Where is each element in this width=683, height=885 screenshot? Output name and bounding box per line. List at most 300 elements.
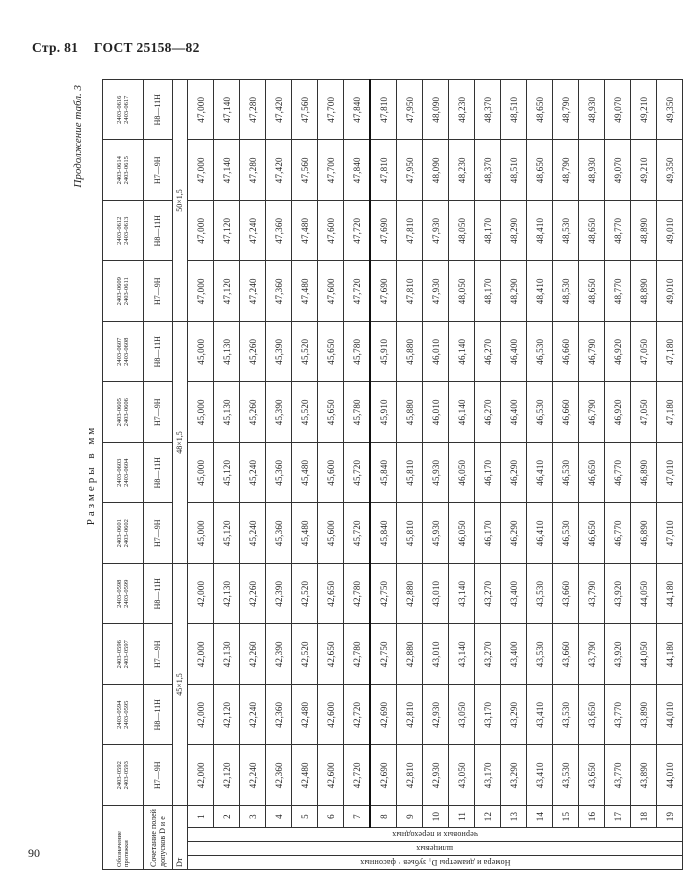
table-cell: 46,920 xyxy=(605,322,631,383)
col-code-line: 2403-0601 xyxy=(115,519,123,548)
table-cell: 47,120 xyxy=(214,261,240,322)
table-cell: 47,690 xyxy=(370,201,397,262)
table-cell: 43,530 xyxy=(553,745,579,806)
table-row xyxy=(423,80,449,870)
col-code-1 xyxy=(103,745,144,806)
table-cell: 42,240 xyxy=(240,685,266,746)
col-fit-11: H7—9H xyxy=(144,140,173,201)
table-cell: 47,010 xyxy=(657,503,683,564)
table-cell: 47,810 xyxy=(370,80,397,141)
col-code-line: 2403-0597 xyxy=(123,640,130,669)
table-cell: 43,530 xyxy=(527,624,553,685)
table-cell: 45,240 xyxy=(240,443,266,504)
table-cell: 46,170 xyxy=(475,503,501,564)
table-cell: 49,010 xyxy=(657,261,683,322)
table-cell: 48,790 xyxy=(553,80,579,141)
table-cell: 45,650 xyxy=(318,322,344,383)
col-fit-5: H7—9H xyxy=(144,503,173,564)
table-cell: 42,600 xyxy=(318,745,344,806)
table-cell: 47,140 xyxy=(214,80,240,141)
row-number: 16 xyxy=(579,806,605,828)
table-cell: 42,880 xyxy=(397,564,423,625)
table-cell: 48,050 xyxy=(449,201,475,262)
row-number: 9 xyxy=(397,806,423,828)
row-number: 13 xyxy=(501,806,527,828)
table-cell: 42,780 xyxy=(344,624,371,685)
table-cell: 46,530 xyxy=(553,443,579,504)
table-cell: 47,950 xyxy=(397,80,423,141)
table-cell: 42,130 xyxy=(214,564,240,625)
col-code-2 xyxy=(103,685,144,746)
row-category: шлицевых xyxy=(188,842,683,856)
table-cell: 48,230 xyxy=(449,80,475,141)
table-cell: 45,000 xyxy=(188,503,214,564)
table-cell: 48,510 xyxy=(501,140,527,201)
table-cell: 46,530 xyxy=(527,322,553,383)
table-cell: 48,410 xyxy=(527,201,553,262)
table-row xyxy=(318,80,344,870)
table-cell: 49,210 xyxy=(631,80,657,141)
table-cell: 42,650 xyxy=(318,564,344,625)
table-cell: 47,050 xyxy=(631,322,657,383)
table-cell: 47,480 xyxy=(292,201,318,262)
table-cell: 43,660 xyxy=(553,624,579,685)
col-code-line: 2403-0608 xyxy=(123,337,130,366)
table-cell: 45,000 xyxy=(188,322,214,383)
row-number: 4 xyxy=(266,806,292,828)
col-code-6 xyxy=(103,443,144,504)
table-cell: 42,260 xyxy=(240,564,266,625)
table-cell: 43,890 xyxy=(631,685,657,746)
table-cell: 48,510 xyxy=(501,80,527,141)
table-cell: 45,260 xyxy=(240,322,266,383)
col-fit-10: H8—11H xyxy=(144,201,173,262)
table-row xyxy=(631,80,657,870)
row-number: 15 xyxy=(553,806,579,828)
table-cell: 45,910 xyxy=(370,322,397,383)
col-fit-2: H8—11H xyxy=(144,685,173,746)
col-code-9 xyxy=(103,261,144,322)
table-cell: 47,240 xyxy=(240,261,266,322)
table-cell: 47,360 xyxy=(266,201,292,262)
table-cell: 45,810 xyxy=(397,503,423,564)
table-cell: 42,120 xyxy=(214,685,240,746)
col-code-8 xyxy=(103,322,144,383)
table-row xyxy=(292,80,318,870)
table-cell: 47,600 xyxy=(318,201,344,262)
row-number: 2 xyxy=(214,806,240,828)
table-cell: 42,880 xyxy=(397,624,423,685)
table-cell: 48,530 xyxy=(553,201,579,262)
table-row xyxy=(344,80,371,870)
table-cell: 47,010 xyxy=(657,443,683,504)
col-fit-4: H8—11H xyxy=(144,564,173,625)
table-cell: 48,170 xyxy=(475,261,501,322)
table-row xyxy=(579,80,605,870)
table-cell: 42,480 xyxy=(292,685,318,746)
row-number: 1 xyxy=(188,806,214,828)
table-cell: 48,290 xyxy=(501,201,527,262)
table-cell: 46,650 xyxy=(579,443,605,504)
table-cell: 47,000 xyxy=(188,201,214,262)
table-cell: 48,370 xyxy=(475,140,501,201)
table-cell: 47,180 xyxy=(657,382,683,443)
table-cell: 48,370 xyxy=(475,80,501,141)
table-cell: 43,530 xyxy=(553,685,579,746)
table-cell: 44,010 xyxy=(657,685,683,746)
table-cell: 47,240 xyxy=(240,201,266,262)
table-cell: 45,360 xyxy=(266,503,292,564)
table-cell: 42,390 xyxy=(266,564,292,625)
row-number: 5 xyxy=(292,806,318,828)
row-number: 11 xyxy=(449,806,475,828)
col-code-11 xyxy=(103,140,144,201)
table-row xyxy=(397,80,423,870)
table-cell: 45,130 xyxy=(214,322,240,383)
table-cell: 42,000 xyxy=(188,624,214,685)
table-cell: 47,420 xyxy=(266,80,292,141)
row-number: 10 xyxy=(423,806,449,828)
table-cell: 46,050 xyxy=(449,503,475,564)
table-cell: 43,770 xyxy=(605,745,631,806)
table-cell: 43,400 xyxy=(501,564,527,625)
table-cell: 43,790 xyxy=(579,564,605,625)
table-cell: 45,120 xyxy=(214,443,240,504)
table-cell: 45,390 xyxy=(266,382,292,443)
col-code-line: 2403-0613 xyxy=(123,216,130,245)
table-cell: 42,650 xyxy=(318,624,344,685)
table-cell: 42,000 xyxy=(188,745,214,806)
table-cell: 46,890 xyxy=(631,503,657,564)
table-cell: 43,170 xyxy=(475,745,501,806)
table-cell: 46,890 xyxy=(631,443,657,504)
table-cell: 48,650 xyxy=(579,201,605,262)
table-cell: 46,270 xyxy=(475,322,501,383)
table-row xyxy=(449,80,475,870)
table-cell: 48,890 xyxy=(631,261,657,322)
table-cell: 47,950 xyxy=(397,140,423,201)
col-code-line: 2403-0599 xyxy=(123,579,130,608)
table-cell: 47,690 xyxy=(370,261,397,322)
col-fit-7: H7—9H xyxy=(144,382,173,443)
table-cell: 45,780 xyxy=(344,382,371,443)
table-cell: 42,750 xyxy=(370,624,397,685)
table-cell: 45,520 xyxy=(292,322,318,383)
col-code-12 xyxy=(103,80,144,141)
table-row xyxy=(240,80,266,870)
col-fit-3: H7—9H xyxy=(144,624,173,685)
col-code-line: 2403-0616 xyxy=(115,95,123,124)
table-row xyxy=(553,80,579,870)
dm-label: Dт xyxy=(173,806,188,870)
table-cell: 46,770 xyxy=(605,443,631,504)
table-cell: 43,660 xyxy=(553,564,579,625)
table-cell: 45,840 xyxy=(370,443,397,504)
row-number: 18 xyxy=(631,806,657,828)
table-cell: 45,120 xyxy=(214,503,240,564)
rotated-table-area xyxy=(70,80,675,870)
table-cell: 43,920 xyxy=(605,624,631,685)
table-cell: 49,070 xyxy=(605,140,631,201)
table-cell: 48,650 xyxy=(527,140,553,201)
table-cell: 48,530 xyxy=(553,261,579,322)
table-cell: 47,000 xyxy=(188,261,214,322)
table-row xyxy=(501,80,527,870)
table-cell: 47,120 xyxy=(214,201,240,262)
table-cell: 45,000 xyxy=(188,382,214,443)
table-cell: 47,050 xyxy=(631,382,657,443)
table-cell: 43,410 xyxy=(527,685,553,746)
row-number: 14 xyxy=(527,806,553,828)
col-fit-1: H7—9H xyxy=(144,745,173,806)
table-cell: 45,390 xyxy=(266,322,292,383)
table-cell: 46,410 xyxy=(527,443,553,504)
table-cell: 47,140 xyxy=(214,140,240,201)
row-category: черновых и переходных xyxy=(188,828,683,842)
table-cell: 46,410 xyxy=(527,503,553,564)
col-code-line: 2403-0615 xyxy=(123,156,130,185)
table-cell: 48,290 xyxy=(501,261,527,322)
table-cell: 43,650 xyxy=(579,745,605,806)
col-code-line: 2403-0617 xyxy=(123,95,130,124)
table-cell: 45,930 xyxy=(423,443,449,504)
table-cell: 42,750 xyxy=(370,564,397,625)
table-cell: 45,600 xyxy=(318,503,344,564)
col-code-line: 2403-0604 xyxy=(123,458,130,487)
table-cell: 43,920 xyxy=(605,564,631,625)
table-cell: 49,350 xyxy=(657,80,683,141)
table-cell: 49,350 xyxy=(657,140,683,201)
col-code-line: 2403-0606 xyxy=(123,398,130,427)
table-cell: 48,790 xyxy=(553,140,579,201)
broach-diameter-table xyxy=(102,79,683,870)
col-code-line: 2403-0593 xyxy=(123,761,130,790)
table-cell: 43,140 xyxy=(449,564,475,625)
table-cell: 46,140 xyxy=(449,322,475,383)
table-row xyxy=(188,80,214,870)
table-row xyxy=(657,80,683,870)
table-cell: 42,360 xyxy=(266,685,292,746)
table-cell: 42,930 xyxy=(423,745,449,806)
row-category: Номера и диаметры D₁ зубьев · фасонных xyxy=(188,856,683,870)
row-number: 17 xyxy=(605,806,631,828)
table-cell: 42,390 xyxy=(266,624,292,685)
table-cell: 42,000 xyxy=(188,564,214,625)
table-cell: 45,480 xyxy=(292,503,318,564)
table-row xyxy=(266,80,292,870)
col-code-4 xyxy=(103,564,144,625)
table-cell: 42,360 xyxy=(266,745,292,806)
table-cell: 46,050 xyxy=(449,443,475,504)
table-cell: 46,790 xyxy=(579,322,605,383)
table-cell: 47,600 xyxy=(318,261,344,322)
col-code-line: 2403-0598 xyxy=(115,579,123,608)
table-cell: 43,530 xyxy=(527,564,553,625)
table-cell: 48,930 xyxy=(579,140,605,201)
table-row xyxy=(214,80,240,870)
table-cell: 42,260 xyxy=(240,624,266,685)
col-fit-6: H8—11H xyxy=(144,443,173,504)
table-cell: 45,600 xyxy=(318,443,344,504)
table-cell: 45,910 xyxy=(370,382,397,443)
row-number: 19 xyxy=(657,806,683,828)
row-number: 8 xyxy=(370,806,397,828)
table-cell: 47,000 xyxy=(188,80,214,141)
row-number: 12 xyxy=(475,806,501,828)
table-cell: 47,720 xyxy=(344,201,371,262)
table-cell: 47,810 xyxy=(397,201,423,262)
table-cell: 43,270 xyxy=(475,564,501,625)
table-cell: 46,660 xyxy=(553,322,579,383)
table-cell: 45,720 xyxy=(344,443,371,504)
table-cell: 45,480 xyxy=(292,443,318,504)
table-cell: 44,180 xyxy=(657,564,683,625)
table-cell: 48,410 xyxy=(527,261,553,322)
table-row xyxy=(475,80,501,870)
table-cell: 47,420 xyxy=(266,140,292,201)
col-code-line: 2403-0611 xyxy=(123,277,130,306)
table-cell: 48,890 xyxy=(631,201,657,262)
table-cell: 45,240 xyxy=(240,503,266,564)
table-cell: 44,050 xyxy=(631,564,657,625)
row-number: 6 xyxy=(318,806,344,828)
col-code-line: 2403-0614 xyxy=(115,156,123,185)
table-cell: 47,280 xyxy=(240,80,266,141)
table-cell: 42,480 xyxy=(292,745,318,806)
col-code-line: 2403-0602 xyxy=(123,519,130,548)
col-code-3 xyxy=(103,624,144,685)
table-cell: 46,650 xyxy=(579,503,605,564)
table-cell: 45,360 xyxy=(266,443,292,504)
table-cell: 48,090 xyxy=(423,80,449,141)
table-cell: 44,180 xyxy=(657,624,683,685)
table-cell: 46,290 xyxy=(501,443,527,504)
table-cell: 48,650 xyxy=(527,80,553,141)
col-code-5 xyxy=(103,503,144,564)
table-cell: 49,010 xyxy=(657,201,683,262)
table-cell: 43,140 xyxy=(449,624,475,685)
table-cell: 45,520 xyxy=(292,382,318,443)
page-number: 90 xyxy=(28,846,40,860)
table-cell: 47,810 xyxy=(370,140,397,201)
table-cell: 45,650 xyxy=(318,382,344,443)
table-cell: 46,010 xyxy=(423,322,449,383)
table-cell: 43,170 xyxy=(475,685,501,746)
table-cell: 42,780 xyxy=(344,564,371,625)
table-cell: 48,770 xyxy=(605,201,631,262)
table-row xyxy=(370,80,397,870)
table-cell: 43,050 xyxy=(449,685,475,746)
table-cell: 43,400 xyxy=(501,624,527,685)
table-cell: 47,840 xyxy=(344,80,371,141)
row-number: 3 xyxy=(240,806,266,828)
table-cell: 43,290 xyxy=(501,745,527,806)
table-cell: 45,130 xyxy=(214,382,240,443)
size-group-2: 48×1,5 xyxy=(173,322,188,564)
table-cell: 42,600 xyxy=(318,685,344,746)
sizes-title: Размеры в мм xyxy=(85,424,97,526)
table-cell: 45,930 xyxy=(423,503,449,564)
table-cell: 47,180 xyxy=(657,322,683,383)
table-cell: 46,770 xyxy=(605,503,631,564)
col-fit-9: H7—9H xyxy=(144,261,173,322)
table-cell: 45,810 xyxy=(397,443,423,504)
table-cell: 47,700 xyxy=(318,140,344,201)
table-cell: 44,010 xyxy=(657,745,683,806)
table-cell: 42,520 xyxy=(292,564,318,625)
table-cell: 45,780 xyxy=(344,322,371,383)
table-cell: 43,270 xyxy=(475,624,501,685)
table-cell: 45,260 xyxy=(240,382,266,443)
standard-number: ГОСТ 25158—82 xyxy=(93,40,200,55)
table-cell: 46,790 xyxy=(579,382,605,443)
table-cell: 48,050 xyxy=(449,261,475,322)
table-cell: 48,170 xyxy=(475,201,501,262)
col-code-line: 2403-0609 xyxy=(115,277,123,306)
table-cell: 42,000 xyxy=(188,685,214,746)
table-cell: 48,090 xyxy=(423,140,449,201)
col-code-line: 2403-0605 xyxy=(115,398,123,427)
table-cell: 43,010 xyxy=(423,624,449,685)
table-cell: 42,720 xyxy=(344,745,371,806)
table-cell: 47,480 xyxy=(292,261,318,322)
col-code-line: 2403-0594 xyxy=(115,700,123,729)
table-cell: 42,720 xyxy=(344,685,371,746)
table-cell: 43,770 xyxy=(605,685,631,746)
table-cell: 45,000 xyxy=(188,443,214,504)
table-cell: 45,840 xyxy=(370,503,397,564)
table-cell: 46,140 xyxy=(449,382,475,443)
table-cell: 42,690 xyxy=(370,745,397,806)
table-cell: 45,720 xyxy=(344,503,371,564)
table-cell: 47,280 xyxy=(240,140,266,201)
table-cell: 42,810 xyxy=(397,685,423,746)
table-cell: 42,930 xyxy=(423,685,449,746)
table-row xyxy=(605,80,631,870)
table-cell: 48,930 xyxy=(579,80,605,141)
table-body xyxy=(188,80,683,870)
col-code-line: 2403-0603 xyxy=(115,458,123,487)
table-cell: 46,270 xyxy=(475,382,501,443)
table-cell: 48,650 xyxy=(579,261,605,322)
col-code-10 xyxy=(103,201,144,262)
table-cell: 45,880 xyxy=(397,322,423,383)
table-cell: 43,410 xyxy=(527,745,553,806)
table-cell: 42,240 xyxy=(240,745,266,806)
table-cell: 48,770 xyxy=(605,261,631,322)
table-cell: 46,400 xyxy=(501,322,527,383)
table-cell: 46,290 xyxy=(501,503,527,564)
col-code-line: 2403-0607 xyxy=(115,337,123,366)
table-cell: 46,400 xyxy=(501,382,527,443)
table-cell: 43,050 xyxy=(449,745,475,806)
page-header xyxy=(32,40,200,56)
table-cell: 47,000 xyxy=(188,140,214,201)
table-cell: 42,120 xyxy=(214,745,240,806)
table-cell: 46,660 xyxy=(553,382,579,443)
table-cell: 46,010 xyxy=(423,382,449,443)
table-cell: 47,930 xyxy=(423,201,449,262)
designation-label: Обозначение протяжки xyxy=(103,806,144,870)
col-code-line: 2403-0596 xyxy=(115,640,123,669)
table-cell: 44,050 xyxy=(631,624,657,685)
table-cell: 47,930 xyxy=(423,261,449,322)
table-cell: 47,360 xyxy=(266,261,292,322)
col-code-line: 2403-0595 xyxy=(123,700,130,729)
table-cell: 49,210 xyxy=(631,140,657,201)
col-fit-12: H8—11H xyxy=(144,80,173,141)
table-caption: Продолжение табл. 3 xyxy=(72,85,84,188)
